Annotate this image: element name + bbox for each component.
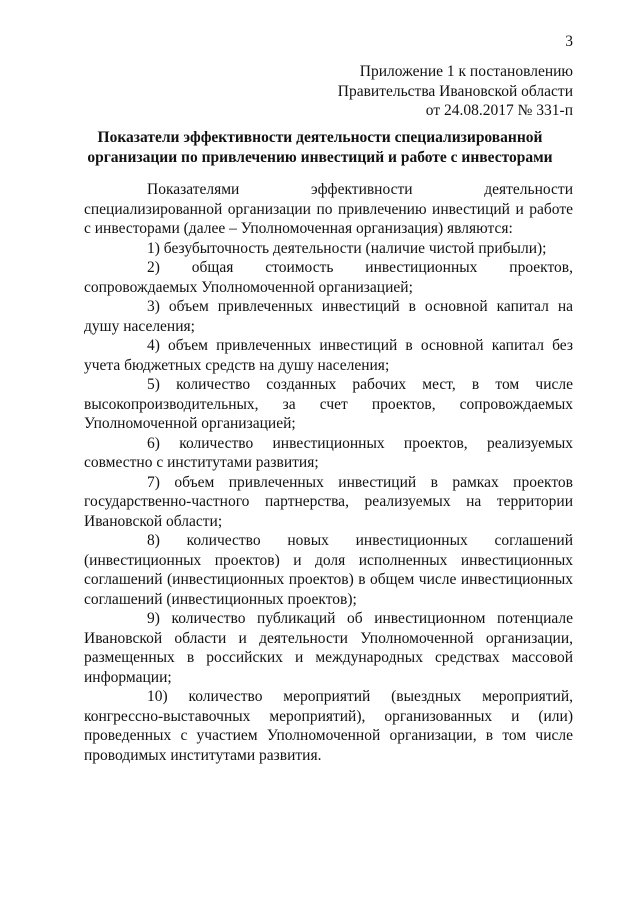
list-item: 5) количество созданных рабочих мест, в том числе высокопроизводительных, за счет проектов, сопровождаемых Уполномоченной организацией; <box>84 376 573 432</box>
list-item: 9) количество публикаций об инвестиционном потенциале Ивановской области и деятельности Уполномоченной организации, размещенных в российских и международных средствах массовой информации; <box>84 610 573 686</box>
document-body <box>84 180 573 765</box>
page-number: 3 <box>565 33 573 50</box>
list-item: 3) объем привлеченных инвестиций в основной капитал на душу населения; <box>84 298 573 335</box>
list-item: 6) количество инвестиционных проектов, реализуемых совместно с институтами развития; <box>84 434 573 471</box>
appendix-line-3: от 24.08.2017 № 331-п <box>425 102 573 119</box>
document-title <box>0 128 640 168</box>
appendix-line-1: Приложение 1 к постановлению <box>359 63 573 80</box>
list-item: 8) количество новых инвестиционных соглашений (инвестиционных проектов) и доля исполненных инвестиционных соглашений (инвестиционных проектов) в общем числе инвестиционных соглашений (инвестиционных проектов); <box>84 532 573 608</box>
list-item: 10) количество мероприятий (выездных мероприятий, конгрессно-выставочных мероприятий), организованных и (или) проведенных с участием Уполномоченной организации, в том числе проводимых институтами развития. <box>84 688 573 764</box>
title-line-2: организации по привлечению инвестиций и работе с инвесторами <box>87 149 553 166</box>
list-item: 2) общая стоимость инвестиционных проектов, сопровождаемых Уполномоченной организацией; <box>84 259 573 296</box>
appendix-note <box>0 62 573 121</box>
title-line-1: Показатели эффективности деятельности специализированной <box>97 129 543 146</box>
list-item: 7) объем привлеченных инвестиций в рамках проектов государственно-частного партнерства, реализуемых на территории Ивановской области; <box>84 473 573 530</box>
intro-paragraph: Показателями эффективности деятельности специализированной организации по привлечению инвестиций и работе с инвесторами (далее – Уполномоченная организация) являются: <box>84 181 573 237</box>
list-item: 4) объем привлеченных инвестиций в основной капитал без учета бюджетных средств на душу населения; <box>84 337 573 374</box>
appendix-line-2: Правительства Ивановской области <box>337 82 573 100</box>
list-item: 1) безубыточность деятельности (наличие чистой прибыли); <box>147 239 547 257</box>
